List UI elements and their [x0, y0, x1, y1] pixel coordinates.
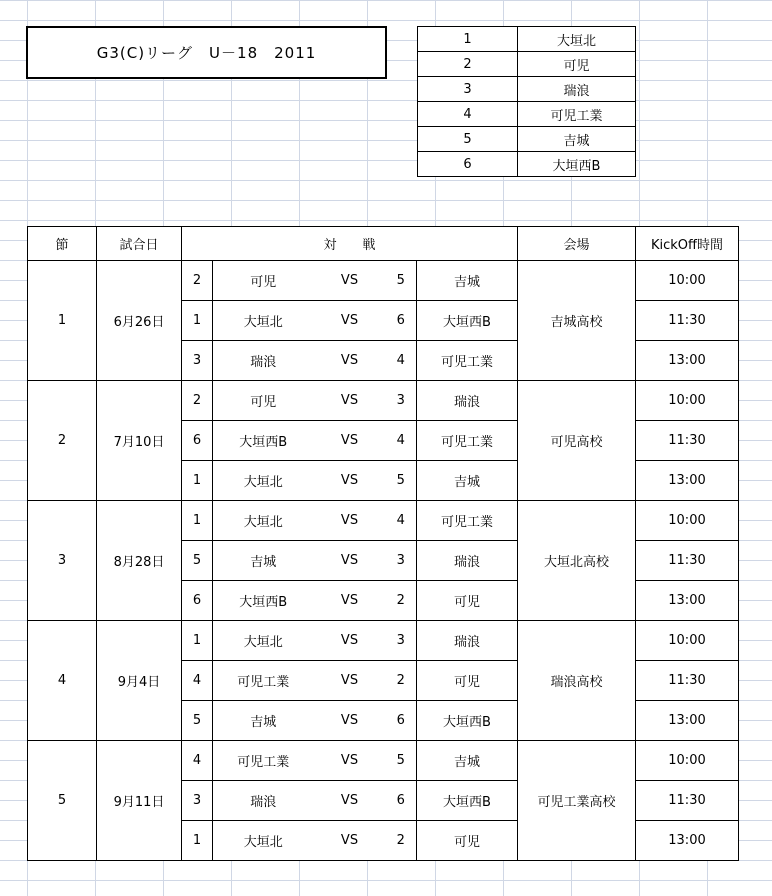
team-row	[418, 52, 636, 77]
vs-label: VS	[314, 381, 386, 421]
away-team-number: 3	[386, 621, 417, 661]
vs-label: VS	[314, 421, 386, 461]
header-venue: 会場	[518, 227, 636, 261]
away-team-number: 6	[386, 701, 417, 741]
away-team-name: 可児工業	[417, 341, 518, 381]
home-team-name: 大垣北	[213, 821, 314, 861]
team-name: 瑞浪	[518, 77, 636, 102]
home-team-number: 5	[182, 541, 213, 581]
header-section: 節	[28, 227, 97, 261]
home-team-name: 可児工業	[213, 661, 314, 701]
kickoff-time: 13:00	[636, 461, 739, 501]
away-team-number: 3	[386, 381, 417, 421]
away-team-number: 3	[386, 541, 417, 581]
home-team-number: 1	[182, 301, 213, 341]
schedule-header-row	[28, 227, 739, 261]
away-team-name: 大垣西B	[417, 781, 518, 821]
vs-label: VS	[314, 701, 386, 741]
kickoff-time: 13:00	[636, 821, 739, 861]
away-team-name: 吉城	[417, 741, 518, 781]
away-team-name: 大垣西B	[417, 701, 518, 741]
away-team-name: 瑞浪	[417, 621, 518, 661]
away-team-name: 大垣西B	[417, 301, 518, 341]
round-number: 4	[28, 621, 97, 741]
vs-label: VS	[314, 581, 386, 621]
away-team-number: 5	[386, 261, 417, 301]
away-team-number: 5	[386, 741, 417, 781]
vs-label: VS	[314, 821, 386, 861]
round-date: 9月11日	[97, 741, 182, 861]
home-team-number: 1	[182, 821, 213, 861]
kickoff-time: 10:00	[636, 501, 739, 541]
home-team-number: 1	[182, 501, 213, 541]
away-team-number: 4	[386, 421, 417, 461]
round-date: 8月28日	[97, 501, 182, 621]
team-row	[418, 152, 636, 177]
away-team-number: 4	[386, 501, 417, 541]
home-team-name: 大垣北	[213, 621, 314, 661]
round-venue: 大垣北高校	[518, 501, 636, 621]
vs-label: VS	[314, 461, 386, 501]
vs-label: VS	[314, 661, 386, 701]
team-name: 可児工業	[518, 102, 636, 127]
home-team-number: 3	[182, 781, 213, 821]
vs-label: VS	[314, 621, 386, 661]
home-team-number: 3	[182, 341, 213, 381]
kickoff-time: 13:00	[636, 701, 739, 741]
vs-label: VS	[314, 541, 386, 581]
team-number: 4	[418, 102, 518, 127]
home-team-name: 大垣北	[213, 501, 314, 541]
team-number: 3	[418, 77, 518, 102]
team-number: 1	[418, 27, 518, 52]
team-number: 6	[418, 152, 518, 177]
match-row	[28, 261, 739, 301]
vs-label: VS	[314, 261, 386, 301]
home-team-name: 可児	[213, 381, 314, 421]
round-venue: 吉城高校	[518, 261, 636, 381]
kickoff-time: 11:30	[636, 301, 739, 341]
round-number: 2	[28, 381, 97, 501]
home-team-number: 1	[182, 621, 213, 661]
kickoff-time: 13:00	[636, 581, 739, 621]
home-team-name: 吉城	[213, 541, 314, 581]
away-team-number: 4	[386, 341, 417, 381]
vs-label: VS	[314, 501, 386, 541]
home-team-name: 大垣西B	[213, 581, 314, 621]
away-team-number: 2	[386, 581, 417, 621]
kickoff-time: 10:00	[636, 261, 739, 301]
team-number: 2	[418, 52, 518, 77]
away-team-name: 吉城	[417, 261, 518, 301]
away-team-name: 可児	[417, 821, 518, 861]
team-name: 吉城	[518, 127, 636, 152]
home-team-number: 4	[182, 661, 213, 701]
kickoff-time: 11:30	[636, 661, 739, 701]
team-name: 可児	[518, 52, 636, 77]
home-team-name: 大垣北	[213, 301, 314, 341]
match-row	[28, 741, 739, 781]
home-team-number: 6	[182, 581, 213, 621]
home-team-number: 2	[182, 261, 213, 301]
match-row	[28, 621, 739, 661]
vs-label: VS	[314, 781, 386, 821]
kickoff-time: 11:30	[636, 541, 739, 581]
schedule-table	[27, 226, 739, 861]
round-number: 1	[28, 261, 97, 381]
team-row	[418, 127, 636, 152]
round-venue: 可児高校	[518, 381, 636, 501]
home-team-name: 吉城	[213, 701, 314, 741]
team-row	[418, 27, 636, 52]
home-team-number: 2	[182, 381, 213, 421]
away-team-name: 可児	[417, 661, 518, 701]
home-team-name: 大垣北	[213, 461, 314, 501]
vs-label: VS	[314, 741, 386, 781]
kickoff-time: 10:00	[636, 381, 739, 421]
team-row	[418, 77, 636, 102]
away-team-name: 瑞浪	[417, 381, 518, 421]
away-team-name: 可児工業	[417, 501, 518, 541]
vs-label: VS	[314, 301, 386, 341]
header-kickoff: KickOff時間	[636, 227, 739, 261]
away-team-number: 6	[386, 781, 417, 821]
team-name: 大垣西B	[518, 152, 636, 177]
team-row	[418, 102, 636, 127]
round-venue: 可児工業高校	[518, 741, 636, 861]
away-team-name: 可児	[417, 581, 518, 621]
away-team-number: 2	[386, 661, 417, 701]
kickoff-time: 13:00	[636, 341, 739, 381]
header-date: 試合日	[97, 227, 182, 261]
round-venue: 瑞浪高校	[518, 621, 636, 741]
round-date: 7月10日	[97, 381, 182, 501]
header-match: 対 戦	[182, 227, 518, 261]
home-team-name: 可児工業	[213, 741, 314, 781]
kickoff-time: 10:00	[636, 741, 739, 781]
league-title: G3(C)リーグ U－18 2011	[26, 26, 387, 79]
home-team-number: 5	[182, 701, 213, 741]
vs-label: VS	[314, 341, 386, 381]
home-team-name: 瑞浪	[213, 341, 314, 381]
round-number: 3	[28, 501, 97, 621]
away-team-number: 5	[386, 461, 417, 501]
round-date: 6月26日	[97, 261, 182, 381]
team-list-table	[417, 26, 636, 177]
away-team-name: 瑞浪	[417, 541, 518, 581]
kickoff-time: 11:30	[636, 421, 739, 461]
home-team-number: 1	[182, 461, 213, 501]
away-team-name: 可児工業	[417, 421, 518, 461]
home-team-name: 瑞浪	[213, 781, 314, 821]
round-date: 9月4日	[97, 621, 182, 741]
kickoff-time: 10:00	[636, 621, 739, 661]
kickoff-time: 11:30	[636, 781, 739, 821]
home-team-name: 大垣西B	[213, 421, 314, 461]
home-team-name: 可児	[213, 261, 314, 301]
team-number: 5	[418, 127, 518, 152]
away-team-name: 吉城	[417, 461, 518, 501]
round-number: 5	[28, 741, 97, 861]
home-team-number: 4	[182, 741, 213, 781]
match-row	[28, 381, 739, 421]
away-team-number: 6	[386, 301, 417, 341]
team-name: 大垣北	[518, 27, 636, 52]
home-team-number: 6	[182, 421, 213, 461]
away-team-number: 2	[386, 821, 417, 861]
match-row	[28, 501, 739, 541]
